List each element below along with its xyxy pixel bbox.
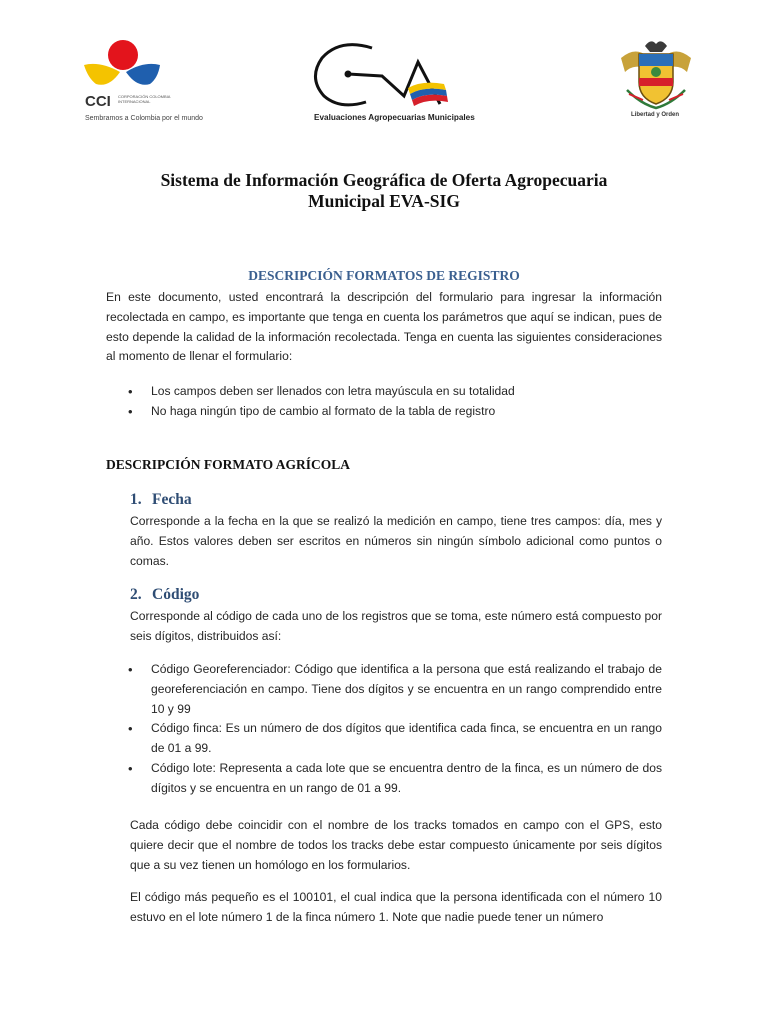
list-item: • No haga ningún tipo de cambio al formato de la tabla de registro (128, 402, 648, 422)
codigo-title: Código (152, 586, 200, 603)
codigo-components-list (128, 660, 662, 799)
example-paragraph: El código más pequeño es el 100101, el cual indica que la persona identificada con el número 10 estuvo en el lote número 1 de la finca número 1. Note que nadie puede tener un número (130, 890, 662, 924)
coat-of-arms-icon (615, 38, 697, 112)
cci-emblem-icon (82, 38, 202, 98)
cci-logo (82, 38, 202, 128)
intro-paragraph: En este documento, usted encontrará la descripción del formulario para ingresar la información recolectada en campo, es importante que tenga en cuenta los parámetros que aquí se indican, pues de esto depende la calidad de la información recolectada. Tenga en cuenta las siguientes consideraciones al momento de llenar el formulario: (106, 290, 662, 364)
cci-wordmark: CCI (85, 93, 111, 110)
eva-emblem-icon (300, 40, 460, 112)
tracks-note-paragraph: Cada código debe coincidir con el nombre de los tracks tomados en campo con el GPS, esto quiere decir que el nombre de todos los tracks debe estar compuesto únicamente por seis dígitos que a su vez tienen un homólogo en los formularios. (130, 818, 662, 872)
codigo-number: 2. (130, 586, 142, 603)
document-title-line-1: Sistema de Información Geográfica de Oferta Agropecuaria (160, 170, 608, 190)
codigo-intro-paragraph: Corresponde al código de cada uno de los registros que se toma, este número está compuesto por seis dígitos, distribuidos así: (130, 609, 662, 643)
fecha-number: 1. (130, 491, 142, 508)
fecha-title: Fecha (152, 491, 192, 508)
list-item: • Los campos deben ser llenados con letra mayúscula en su totalidad (128, 382, 648, 402)
format-heading: DESCRIPCIÓN FORMATO AGRÍCOLA (106, 457, 351, 472)
eva-logo (300, 40, 475, 130)
list-item: • Código finca: Es un número de dos dígitos que identifica cada finca, se encuentra en un rango de 01 a 99. (128, 719, 662, 759)
considerations-list (128, 382, 648, 422)
coat-of-arms-logo (615, 38, 697, 138)
list-item: • Código lote: Representa a cada lote que se encuentra dentro de la finca, es un número de dos dígitos y se encuentra en un rango de 01 a 99. (128, 759, 662, 799)
fecha-heading (130, 491, 192, 509)
eva-caption: Evaluaciones Agropecuarias Municipales (314, 113, 475, 122)
document-title (100, 170, 668, 212)
document-title-line-2: Municipal EVA-SIG (308, 191, 460, 211)
shield-motto: Libertad y Orden (630, 112, 679, 118)
cci-subtext: CORPORACIÓN COLOMBIA INTERNACIONAL (118, 94, 171, 104)
cci-slogan: Sembramos a Colombia por el mundo (85, 115, 203, 122)
codigo-heading (130, 586, 199, 604)
section-heading: DESCRIPCIÓN FORMATOS DE REGISTRO (248, 268, 520, 283)
fecha-paragraph: Corresponde a la fecha en la que se realizó la medición en campo, tiene tres campos: día, mes y año. Estos valores deben ser escritos en números sin ningún símbolo adicional como puntos o comas. (130, 514, 662, 568)
list-item: • Código Georeferenciador: Código que identifica a la persona que está realizando el trabajo de georeferenciación en campo. Tiene dos dígitos y se encuentra en un rango comprendido entre 10 y 99 (128, 660, 662, 719)
